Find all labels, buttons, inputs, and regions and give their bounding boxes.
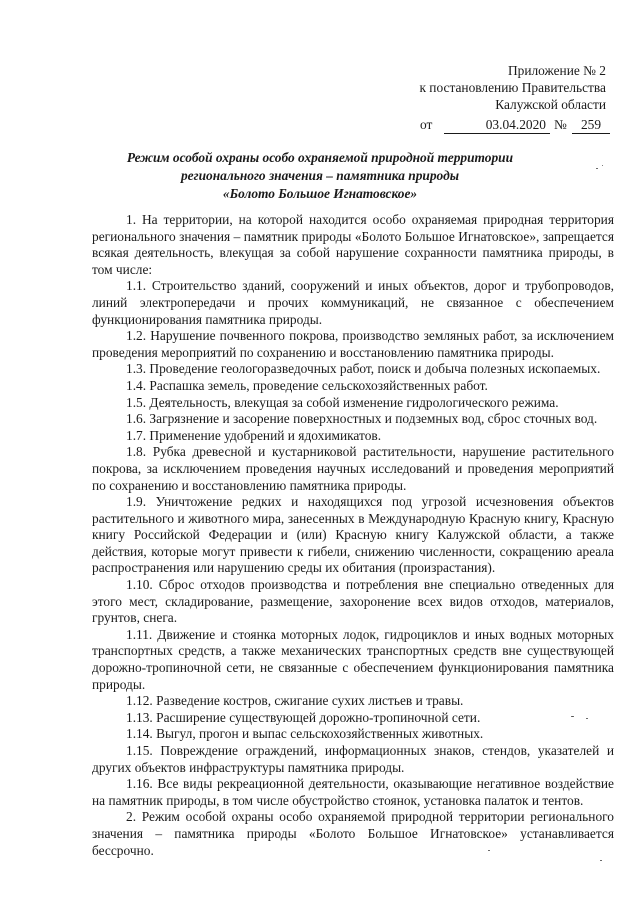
paragraph-1-3: 1.3. Проведение геологоразведочных работ, поиск и добыча полезных ископаемых. — [126, 361, 601, 377]
number-sign: № — [554, 117, 567, 132]
paragraph-1-1: 1.1. Строительство зданий, сооружений и иных объектов, дорог и трубопроводов, линий электропередачи и прочих коммуникаций, не связанное с обеспечением функционирования памятника природы. — [92, 278, 614, 327]
resolution-number: 259 — [572, 117, 610, 134]
paragraph-1-9: 1.9. Уничтожение редких и находящихся под угрозой исчезновения объектов растительного и животного мира, занесенных в Международную Красную книгу, Красную книгу Российской Федерации и (или) Красную книгу Калужской области, а также действия, которые могут привести к гибели, снижению численности, сокращению ареала распространения или нарушению среды их обитания (произрастания). — [92, 494, 614, 576]
scan-speck — [571, 716, 574, 717]
paragraph-1-15: 1.15. Повреждение ограждений, информационных знаков, стендов, указателей и других объектов инфраструктуры памятника природы. — [92, 743, 614, 775]
scan-speck — [596, 168, 598, 169]
paragraph-1-4: 1.4. Распашка земель, проведение сельскохозяйственных работ. — [126, 377, 488, 393]
document-title-line-3: «Болото Большое Игнатовское» — [222, 186, 418, 201]
paragraph-1: 1. На территории, на которой находится особо охраняемая природная территория регионального значения – памятник природы «Болото Большое Игнатовское», запрещается всякая деятельность, влекущая за собой нарушение сохранности памятника природы, в том числе: — [92, 212, 614, 277]
document-body — [92, 212, 614, 859]
paragraph-1-5: 1.5. Деятельность, влекущая за собой изменение гидрологического режима. — [126, 394, 559, 410]
paragraph-1-16: 1.16. Все виды рекреационной деятельности, оказывающие негативное воздействие на памятник природы, в том числе обустройство стоянок, установка палаток и тентов. — [92, 776, 614, 808]
resolution-date: 03.04.2020 — [444, 117, 550, 134]
scan-speck — [600, 860, 602, 861]
scan-speck — [602, 165, 603, 166]
paragraph-1-13: 1.13. Расширение существующей дорожно-тропиночной сети. — [126, 709, 481, 725]
appendix-title: Приложение № 2 — [507, 63, 606, 78]
paragraph-1-7: 1.7. Применение удобрений и ядохимикатов. — [126, 427, 382, 443]
paragraph-1-10: 1.10. Сброс отходов производства и потребления вне специально отведенных для этого мест, складирование, размещение, захоронение всех видов отходов, материалов, грунтов, снега. — [92, 577, 614, 626]
paragraph-1-11: 1.11. Движение и стоянка моторных лодок, гидроциклов и иных водных моторных транспортных средств, а также механических транспортных средств вне существующей дорожно-тропиночной сети, не связанные с обеспечением функционирования памятника природы. — [92, 626, 614, 692]
paragraph-1-12: 1.12. Разведение костров, сжигание сухих листьев и травы. — [126, 693, 464, 709]
paragraph-1-2: 1.2. Нарушение почвенного покрова, производство земляных работ, за исключением проведения мероприятий по сохранению и восстановлению памятника природы. — [92, 328, 614, 360]
paragraph-1-14: 1.14. Выгул, прогон и выпас сельскохозяйственных животных. — [126, 726, 484, 742]
from-label: от — [420, 117, 433, 132]
document-title-line-1: Режим особой охраны особо охраняемой природной территории — [126, 150, 514, 165]
document-title-line-2: регионального значения – памятника природы — [180, 168, 460, 183]
scan-speck — [488, 850, 490, 851]
resolution-date-line — [420, 117, 610, 133]
paragraph-1-8: 1.8. Рубка древесной и кустарниковой растительности, нарушение растительного покрова, за исключением проведения научных исследований и проведения мероприятий по сохранению и восстановлению памятника природы. — [92, 444, 614, 493]
scan-speck — [586, 718, 588, 719]
appendix-resolution: к постановлению Правительства — [419, 80, 606, 95]
appendix-region: Калужской области — [495, 97, 606, 112]
paragraph-1-6: 1.6. Загрязнение и засорение поверхностных и подземных вод, сброс сточных вод. — [126, 411, 598, 427]
paragraph-2: 2. Режим особой охраны особо охраняемой природной территории регионального значения – памятника природы «Болото Большое Игнатовское» устанавливается бессрочно. — [92, 809, 614, 858]
